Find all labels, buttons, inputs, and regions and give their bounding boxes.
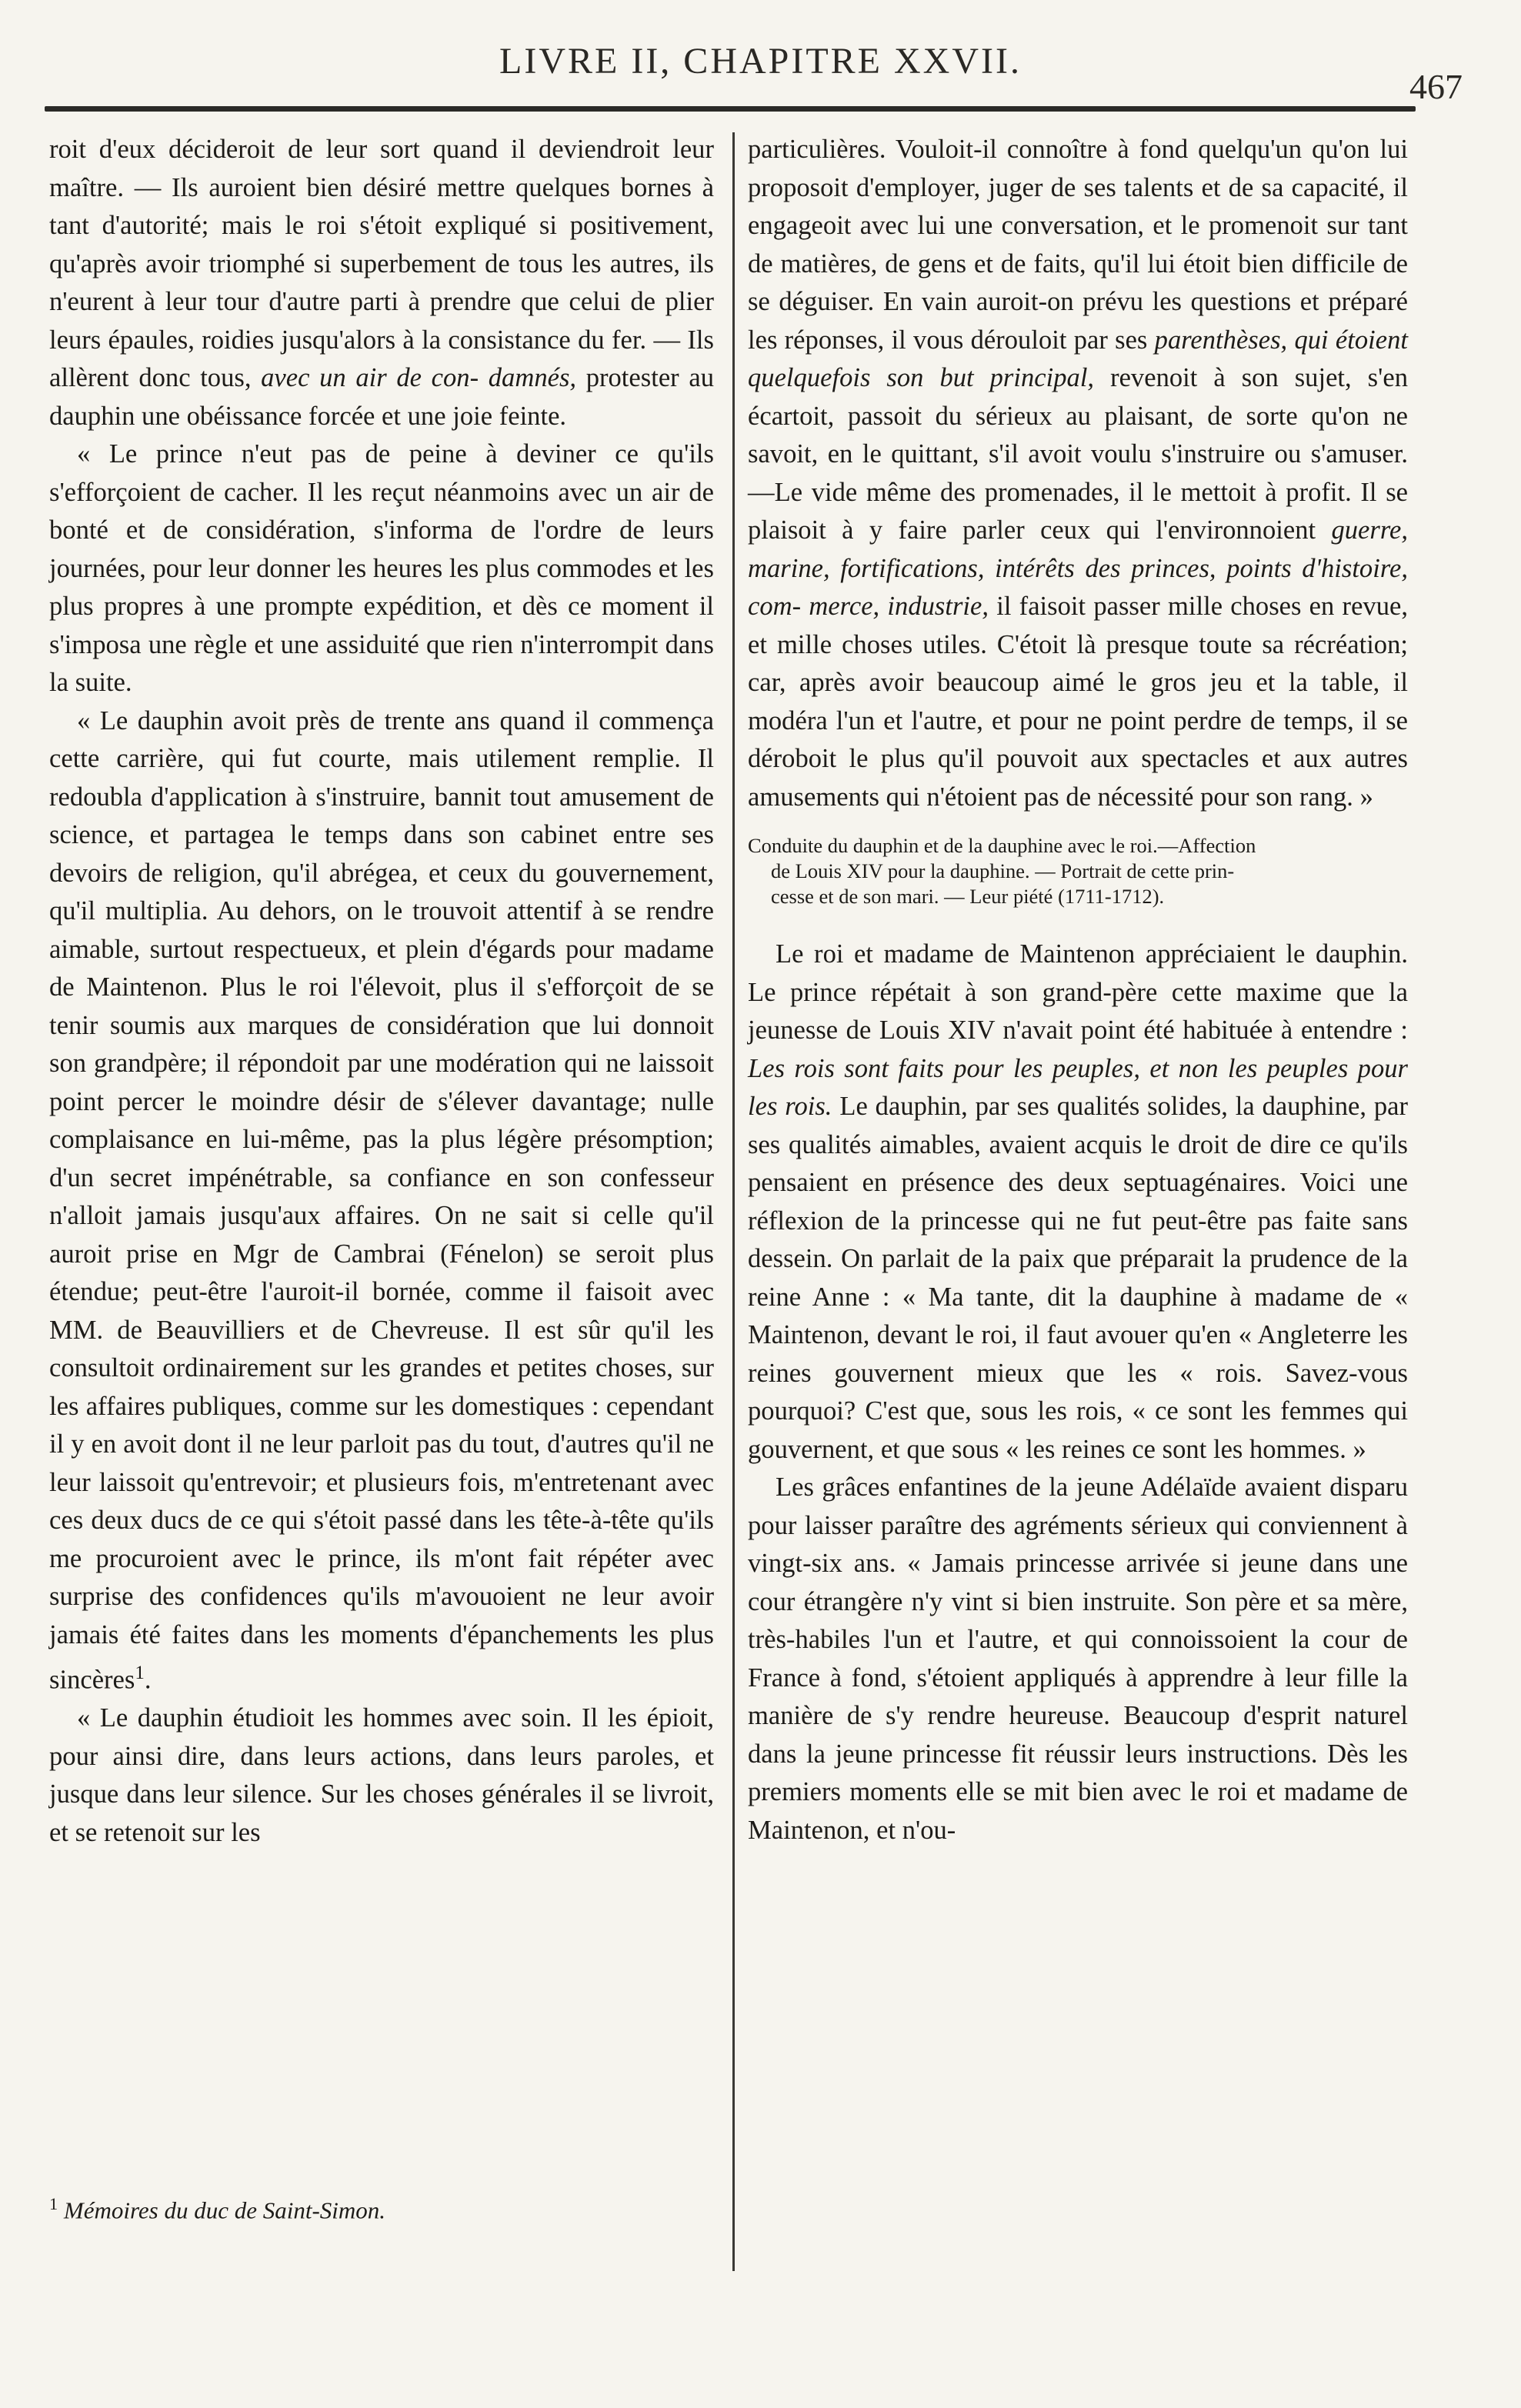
- text-run: roit d'eux décideroit de leur sort quand il deviendroit leur maître. — Ils auroient bien désiré mettre quelques bornes à tant d'autorité; mais le roi s'étoit expliqué si positivement, qu'après avoir triomphé si superbement de tous les autres, ils n'eurent à leur tour d'autre parti à prendre que celui de plier leurs épaules, roidies jusqu'alors à la consistance du fer. — Ils allèrent donc tous,: [49, 135, 714, 392]
- footnote-text: Mémoires du duc de Saint-Simon.: [63, 2196, 386, 2224]
- paragraph: [748, 1469, 1408, 1849]
- italic-phrase: merce, industrie,: [809, 592, 989, 621]
- text-run: Le roi et madame de Maintenon appréciaient le dauphin. Le prince répétait à son grand-père cette maxime que la jeunesse de Louis XIV n'avait point été habituée à entendre :: [748, 939, 1408, 1045]
- footnote: [49, 2194, 714, 2224]
- paragraph: [748, 131, 1408, 816]
- text-run: Les grâces enfantines de la jeune Adélaïde avaient disparu pour laisser paraître des agréments sérieux qui conviennent à vingt-six ans. « Jamais princesse arrivée si jeune dans une cour étrangère n'y vint si bien instruite. Son père et sa mère, très-habiles l'un et l'autre, et qui connoissoient la cour de France à fond, s'étoient appliqués à apprendre à leur fille la manière de s'y rendre heureuse. Beaucoup d'esprit naturel dans la jeune princesse fit réussir leurs instructions. Dès les premiers moments elle se mit bien avec le roi et madame de Maintenon, et n'ou-: [748, 1472, 1408, 1845]
- header-rule: [45, 106, 1416, 112]
- summary-line: de Louis XIV pour la dauphine. — Portrait de cette prin-: [771, 859, 1235, 882]
- italic-phrase: intérêts des princes, points d'histoire, com-: [748, 553, 1408, 621]
- italic-phrase: parenthèses, qui étoient quelquefois son but: [748, 325, 1408, 392]
- left-column: [49, 131, 714, 1852]
- text-run: revenoit à son sujet, s'en écartoit, passoit du sérieux au plaisant, de sorte qu'on ne savoit, en le quittant, s'il avoit voulu s'instruire ou s'amuser.—Le vide même des promenades, il le mettoit à profit. Il se plaisoit à y faire parler ceux qui l'environnoient: [748, 363, 1408, 545]
- italic-phrase: principal,: [989, 363, 1095, 392]
- text-run: Le dauphin, par ses qualités solides, la dauphine, par ses qualités aimables, avaient acquis le droit de dire ce qu'ils pensaient en présence des deux septuagénaires. Voici une réflexion de la princesse qui ne fut peut-être pas faite sans dessein. On parlait de la paix que préparait la prudence de la reine Anne : « Ma tante, dit la dauphine à madame de « Maintenon, devant le roi, il faut avouer qu'en « Angleterre les reines gouvernent mieux que les « rois. Savez-vous pourquoi? C'est que, sous les rois, « ce sont les femmes qui gouvernent, et que sous « les reines ce sont les hommes. »: [748, 1092, 1408, 1464]
- footnote-marker: 1: [135, 1663, 145, 1683]
- text-run: « Le prince n'eut pas de peine à deviner ce qu'ils s'efforçoient de cacher. Il les reçut néanmoins avec un air de bonté et de considération, s'informa de l'ordre de leurs journées, pour leur donner les heures les plus commodes et les plus propres à une prompte expédition, et dès ce moment il s'imposa une règle et une assiduité que rien n'interrompit dans la suite.: [49, 439, 714, 697]
- paragraph: [748, 936, 1408, 1469]
- text-run: il faisoit passer mille choses en revue, et mille choses utiles. C'étoit là presque toute sa récréation; car, après avoir beaucoup aimé le gros jeu et la table, il modéra l'un et l'autre, et pour ne point perdre de temps, il se déroboit le plus qu'il pouvoit aux spectacles et aux autres amusements qui n'étoient pas de nécessité pour son rang. »: [748, 592, 1408, 812]
- paragraph: [49, 435, 714, 702]
- column-divider: [732, 132, 735, 2271]
- italic-phrase: Les rois sont faits pour: [748, 1053, 1004, 1083]
- italic-phrase: avec un air de con-: [261, 363, 479, 392]
- text-run: « Le dauphin avoit près de trente ans quand il commença cette carrière, qui fut courte, mais utilement remplie. Il redoubla d'application à s'instruire, bannit tout amusement de science, et partagea le temps dans son cabinet entre ses devoirs de religion, qu'il abrégea, et ceux du gouvernement, qu'il multiplia. Au dehors, on le trouvoit attentif à se rendre aimable, surtout respectueux, et plein d'égards pour madame de Maintenon. Plus le roi l'élevoit, plus il s'efforçoit de se tenir soumis aux marques de considération que lui donnoit son grandpère; il répondoit par une modération qui ne laissoit point percer le moindre désir de s'élever davantage; nulle complaisance en lui-même, pas la plus légère présomption; d'un secret impénétrable, sa confiance en son confesseur n'alloit jamais jusqu'aux affaires. On ne sait si celle qu'il auroit prise en Mgr de Cambrai (Fénelon) se seroit plus étendue; peut-être l'auroit-il bornée, comme il faisoit avec MM. de Beauvilliers et de Chevreuse. Il est sûr qu'il les consultoit ordinairement sur les grandes et petites choses, sur les affaires publiques, comme sur les domestiques : cependant il y en avoit dont il ne leur parloit pas du tout, d'autres qu'il ne leur laissoit qu'entrevoir; et plusieurs fois, m'entretenant avec ces deux ducs de ce qui s'étoit passé dans les tête-à-tête qu'ils me procuroient avec le prince, ils m'ont fait répéter avec surprise des confidences qu'ils m'avouoient ne leur avoir jamais été faites dans les moments d'épanchements les plus sincères: [49, 705, 714, 1695]
- text-run: protester au dauphin une obéissance forcée et une joie feinte.: [49, 363, 714, 431]
- italic-phrase: les peuples, et non les peuples pour les rois.: [748, 1053, 1408, 1121]
- summary-line: Conduite du dauphin et de la dauphine avec le roi.—Affection: [748, 834, 1256, 857]
- summary-line: cesse et de son mari. — Leur piété (1711-1712).: [771, 885, 1165, 908]
- italic-phrase: damnés,: [488, 363, 577, 392]
- paragraph: « Le dauphin avoit près de trente ans quand il commença cette carrière, qui fut courte, mais utilement remplie. Il redoubla d'application à s'instruire, bannit tout amusement de science, et partagea le temps dans son cabinet entre ses devoirs de religion, qu'il abrégea, et ceux du gouvernement, qu'il multiplia. Au dehors, on le trouvoit attentif à se rendre aimable, surtout respectueux, et plein d'égards pour madame de Maintenon. Plus le roi l'élevoit, plus il s'efforçoit de se tenir soumis aux marques de considération que lui donnoit son grandpère; il répondoit par une modération qui ne laissoit point percer le moindre désir de s'élever davantage; nulle complaisance en lui-même, pas la plus légère présomption; d'un secret impénétrable, sa confiance en son confesseur n'alloit jamais jusqu'aux affaires. On ne sait si celle qu'il auroit prise en Mgr de Cambrai (Fénelon) se seroit plus étendue; peut-être l'auroit-il bornée, comme il faisoit avec MM. de Beauvilliers et de Chevreuse. Il est sûr qu'il les consultoit ordinairement sur les grandes et petites choses, sur les affaires publiques, comme sur les domestiques : cependant il y en avoit dont il ne leur parloit pas du tout, d'autres qu'il ne leur laissoit qu'entrevoir; et plusieurs fois, m'entretenant avec ces deux ducs de ce qui s'étoit passé dans les tête-à-tête qu'ils me procuroient avec le prince, ils m'ont fait répéter avec surprise des confidences qu'ils m'avouoient ne leur avoir jamais été faites dans les moments d'épanchements les plus sincères$^1$.: [49, 705, 714, 1695]
- running-title: LIVRE II, CHAPITRE XXVII.: [499, 41, 1022, 82]
- text-run: « Le dauphin étudioit les hommes avec soin. Il les épioit, pour ainsi dire, dans leurs actions, dans leurs paroles, et jusque dans leur silence. Sur les choses générales il se livroit, et se retenoit sur les: [49, 1703, 714, 1847]
- page-number: 467: [1409, 67, 1463, 106]
- footnote-number: 1: [49, 2194, 58, 2213]
- text-run: particulières. Vouloit-il connoître à fond quelqu'un qu'on lui proposoit d'employer, juger de ses talents et de sa capacité, il engageoit avec lui une conversation, et le promenoit sur tant de matières, de gens et de faits, qu'il lui étoit bien difficile de se déguiser. En vain auroit-on prévu les questions et préparé les réponses, il vous dérouloit par ses: [748, 135, 1408, 355]
- right-column: [748, 131, 1408, 1849]
- italic-phrase: guerre, marine, fortifications,: [748, 515, 1408, 583]
- paragraph: [49, 131, 714, 435]
- paragraph: [49, 1699, 714, 1852]
- section-summary: [748, 833, 1408, 909]
